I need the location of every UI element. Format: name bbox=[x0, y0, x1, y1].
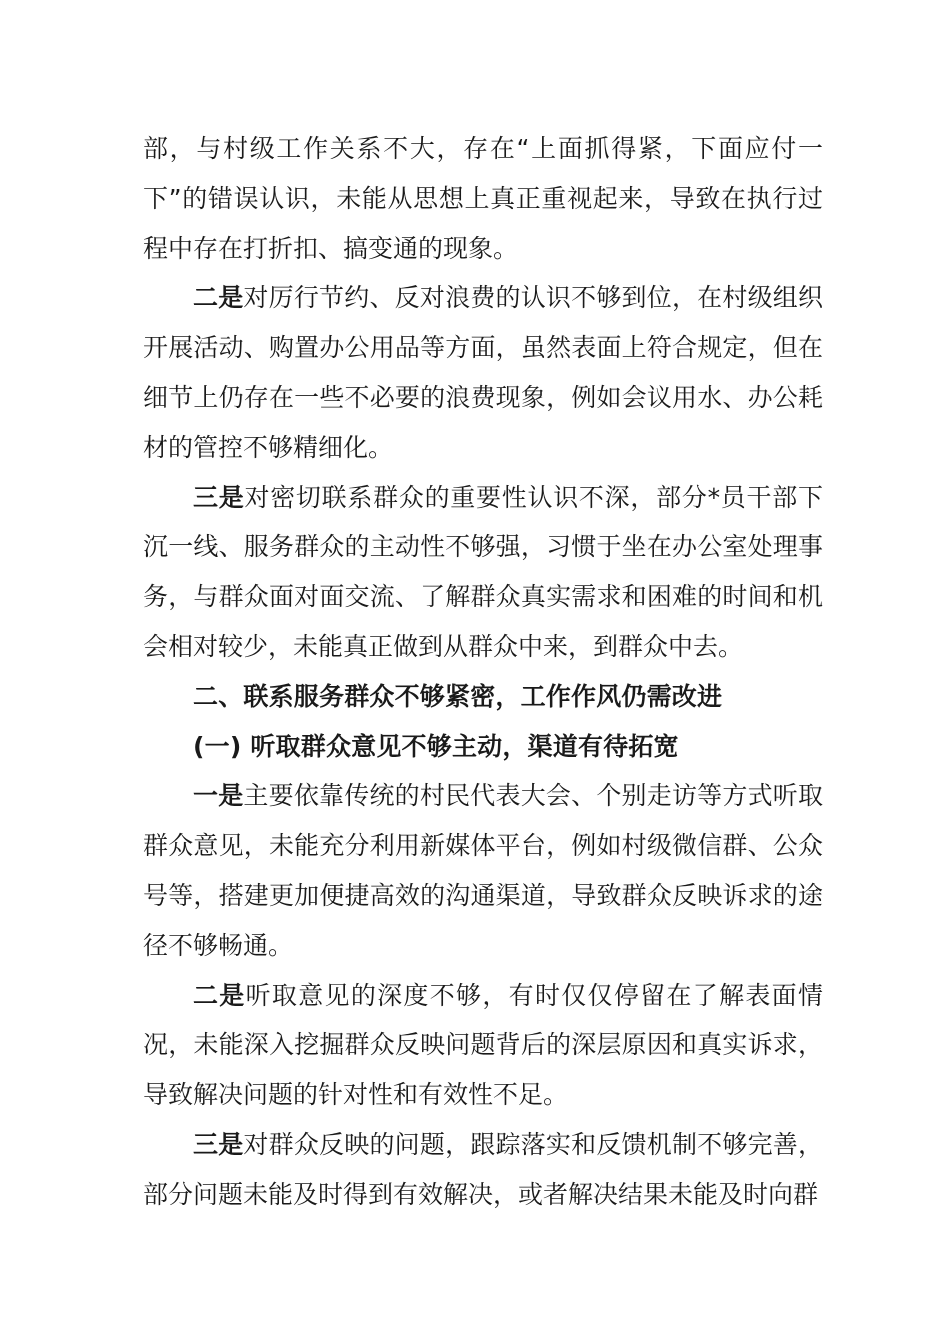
paragraph-lead: 二是 bbox=[193, 283, 244, 313]
paragraph-text: 主要依靠传统的村民代表大会、个别走访等方式听取群众意见，未能充分利用新媒体平台，例如村级微信群、公众号等，搭建更加便捷高效的沟通渠道，导致群众反映诉求的途径不够畅通。 bbox=[143, 781, 823, 960]
paragraph-point-three bbox=[143, 473, 823, 672]
paragraph-lead: 二是 bbox=[193, 980, 246, 1010]
sub-paragraph-point-one bbox=[143, 771, 823, 970]
sub-paragraph-point-three bbox=[143, 1120, 823, 1220]
paragraph-lead: 一是 bbox=[193, 781, 244, 811]
paragraph-text: 对厉行节约、反对浪费的认识不够到位，在村级组织开展活动、购置办公用品等方面，虽然表面上符合规定，但在细节上仍存在一些不必要的浪费现象，例如会议用水、办公耗材的管控不够精细化。 bbox=[143, 283, 823, 462]
paragraph-lead: 三是 bbox=[193, 482, 245, 512]
paragraph-lead: 三是 bbox=[193, 1129, 244, 1159]
paragraph-text: 部，与村级工作关系不大，存在“上面抓得紧，下面应付一下”的错误认识，未能从思想上真正重视起来，导致在执行过程中存在打折扣、搞变通的现象。 bbox=[143, 134, 823, 263]
document-body bbox=[143, 124, 823, 1220]
paragraph-text: 对群众反映的问题，跟踪落实和反馈机制不够完善，部分问题未能及时得到有效解决，或者解决结果未能及时向群 bbox=[143, 1129, 823, 1209]
section-heading: 二、联系服务群众不够紧密，工作作风仍需改进 bbox=[193, 681, 723, 711]
subsection-heading: (一) 听取群众意见不够主动，渠道有待拓宽 bbox=[193, 731, 679, 761]
paragraph-text: 听取意见的深度不够，有时仅仅停留在了解表面情况，未能深入挖掘群众反映问题背后的深层原因和真实诉求，导致解决问题的针对性和有效性不足。 bbox=[143, 980, 823, 1110]
paragraph-continued bbox=[143, 124, 823, 273]
paragraph-point-two bbox=[143, 273, 823, 472]
paragraph-text: 对密切联系群众的重要性认识不深，部分*员干部下沉一线、服务群众的主动性不够强，习惯于坐在办公室处理事务，与群众面对面交流、了解群众真实需求和困难的时间和机会相对较少，未能真正做到从群众中来，到群众中去。 bbox=[143, 482, 823, 661]
sub-paragraph-point-two bbox=[143, 971, 823, 1120]
